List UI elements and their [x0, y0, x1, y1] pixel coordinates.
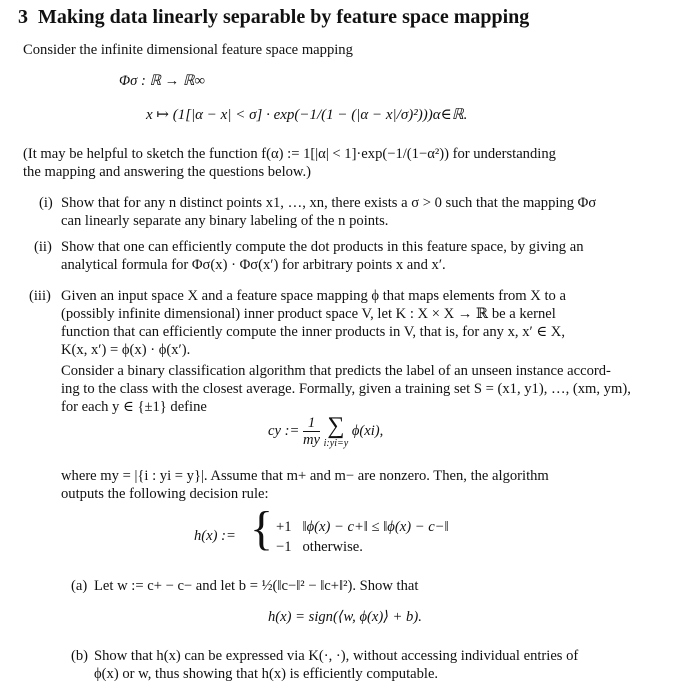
- part-iii-p1-line-4: K(x, x′) = ϕ(x) · ϕ(x′).: [61, 342, 191, 358]
- h-case-2: [276, 539, 363, 556]
- part-i-label: (i): [39, 195, 53, 211]
- intro-text: Consider the infinite dimensional feature space mapping: [23, 42, 353, 58]
- part-iii-label: (iii): [29, 288, 51, 304]
- part-ii-line-2: analytical formula for Φσ(x) · Φσ(x′) for arbitrary points x and x′.: [61, 257, 446, 273]
- part-i-line-2: can linearly separate any binary labeling of the n points.: [61, 213, 389, 229]
- h-case-1-condition: ‖ϕ(x) − c+‖ ≤ ‖ϕ(x) − c−‖: [302, 519, 449, 535]
- cy-fraction: [303, 415, 320, 448]
- sum-symbol: ∑: [327, 413, 345, 439]
- subpart-a-text: Let w := c+ − c− and let b = ½(‖c−‖² − ‖c+‖²). Show that: [94, 578, 419, 594]
- h-case-1: [276, 519, 449, 536]
- subpart-b-label: (b): [71, 648, 89, 664]
- subpart-a-label: (a): [71, 578, 88, 594]
- cy-frac-num: 1: [303, 415, 320, 432]
- part-i-line-1: Show that for any n distinct points x1, …, xn, there exists a σ > 0 such that the mapping Φσ: [61, 195, 597, 211]
- h-lhs: h(x) :=: [194, 528, 236, 544]
- part-iii-p2-line-2: ing to the class with the closest average. Formally, given a training set S = (x1, y1), …, (xm, ym),: [61, 381, 631, 397]
- section-title: Making data linearly separable by feature space mapping: [38, 6, 530, 28]
- section-heading: [18, 6, 529, 29]
- h-case-1-value: +1: [276, 519, 292, 535]
- part-iii-p2-line-1: Consider a binary classification algorithm that predicts the label of an unseen instance accord-: [61, 363, 611, 379]
- part-ii-label: (ii): [34, 239, 52, 255]
- subpart-b-line-1: Show that h(x) can be expressed via K(·, ·), without accessing individual entries of: [94, 648, 579, 664]
- part-iii-p1-line-1: Given an input space X and a feature space mapping ϕ that maps elements from X to a: [61, 288, 566, 304]
- cy-frac-den: my: [302, 432, 320, 448]
- hint-line-1: (It may be helpful to sketch the function f(α) := 1[|α| < 1]·exp(−1/(1−α²)) for understanding: [23, 146, 556, 162]
- hint-line-2: the mapping and answering the questions below.): [23, 164, 312, 180]
- mapping-line-1: Φσ : ℝ → ℝ∞: [119, 73, 205, 89]
- h-case-2-condition: otherwise.: [302, 539, 363, 555]
- cy-lhs: cy :=: [268, 423, 300, 439]
- cy-equation: [268, 414, 383, 449]
- part-iii-p3-line-2: outputs the following decision rule:: [61, 486, 269, 502]
- subpart-a-equation: h(x) = sign(⟨w, ϕ(x)⟩ + b).: [268, 609, 422, 625]
- part-iii-p3-line-1: where my = |{i : yi = y}|. Assume that m+ and m− are nonzero. Then, the algorithm: [61, 468, 549, 484]
- part-ii-line-1: Show that one can efficiently compute the dot products in this feature space, by giving an: [61, 239, 584, 255]
- part-iii-p1-line-3: function that can efficiently compute the inner products in V, that is, for any x, x′ ∈ X,: [61, 324, 565, 340]
- cy-rhs: ϕ(xi),: [351, 423, 384, 439]
- cases-brace: {: [250, 502, 274, 555]
- section-number: 3: [18, 6, 28, 28]
- cy-sum-index: i:yi=y: [323, 438, 349, 449]
- part-iii-p1-line-2: (possibly infinite dimensional) inner product space V, let K : X × X → ℝ be a kernel: [61, 306, 556, 322]
- subpart-b-line-2: ϕ(x) or w, thus showing that h(x) is efficiently computable.: [94, 666, 439, 682]
- cy-sum: [324, 414, 349, 449]
- mapping-line-2: x ↦ (1[|α − x| < σ] · exp(−1/(1 − (|α − x|/σ)²)))α∈ℝ.: [146, 107, 468, 123]
- part-iii-p2-line-3: for each y ∈ {±1} define: [61, 399, 207, 415]
- h-case-2-value: −1: [276, 539, 292, 555]
